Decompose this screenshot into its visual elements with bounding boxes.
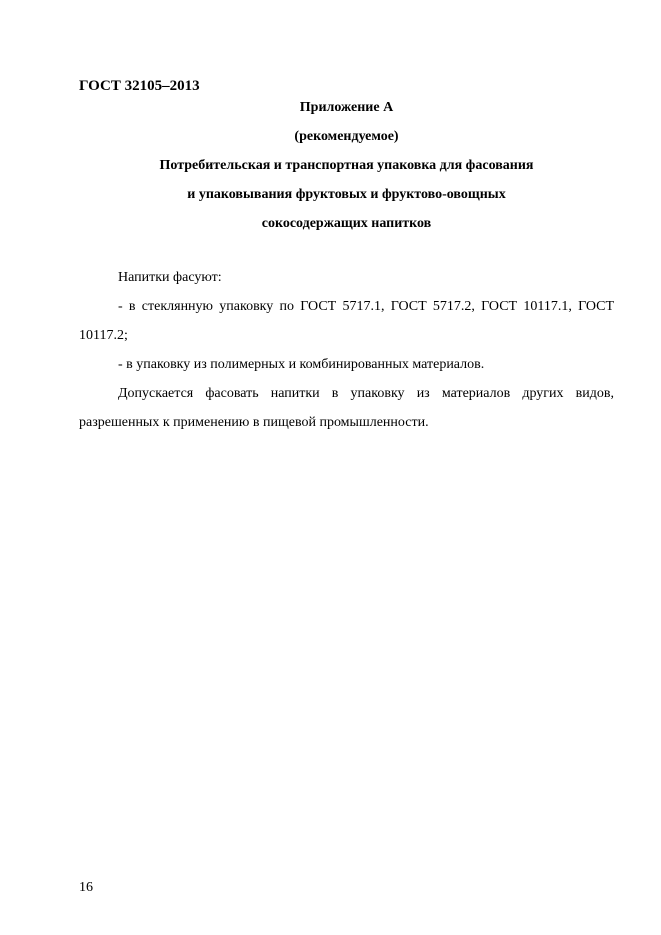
section-title-line: и упаковывания фруктовых и фруктово-овощных — [187, 187, 506, 202]
paragraph: - в упаковку из полимерных и комбинированных материалов. — [118, 357, 485, 372]
appendix-title: Приложение А — [299, 100, 394, 115]
paragraph: - в стеклянную упаковку по ГОСТ 5717.1, ГОСТ 5717.2, ГОСТ 10117.1, ГОСТ 10117.2; — [79, 299, 614, 343]
page-number: 16 — [79, 880, 93, 895]
appendix-heading — [79, 98, 614, 243]
paragraph: Допускается фасовать напитки в упаковку из материалов других видов, разрешенных к применению в пищевой промышленности. — [79, 386, 614, 430]
paragraph: Напитки фасуют: — [118, 270, 222, 285]
body-text — [79, 263, 614, 437]
document-code: ГОСТ 32105–2013 — [79, 78, 200, 94]
section-title-line: сокосодержащих напитков — [261, 216, 432, 231]
section-title-line: Потребительская и транспортная упаковка для фасования — [159, 158, 534, 173]
appendix-status: (рекомендуемое) — [294, 129, 399, 144]
